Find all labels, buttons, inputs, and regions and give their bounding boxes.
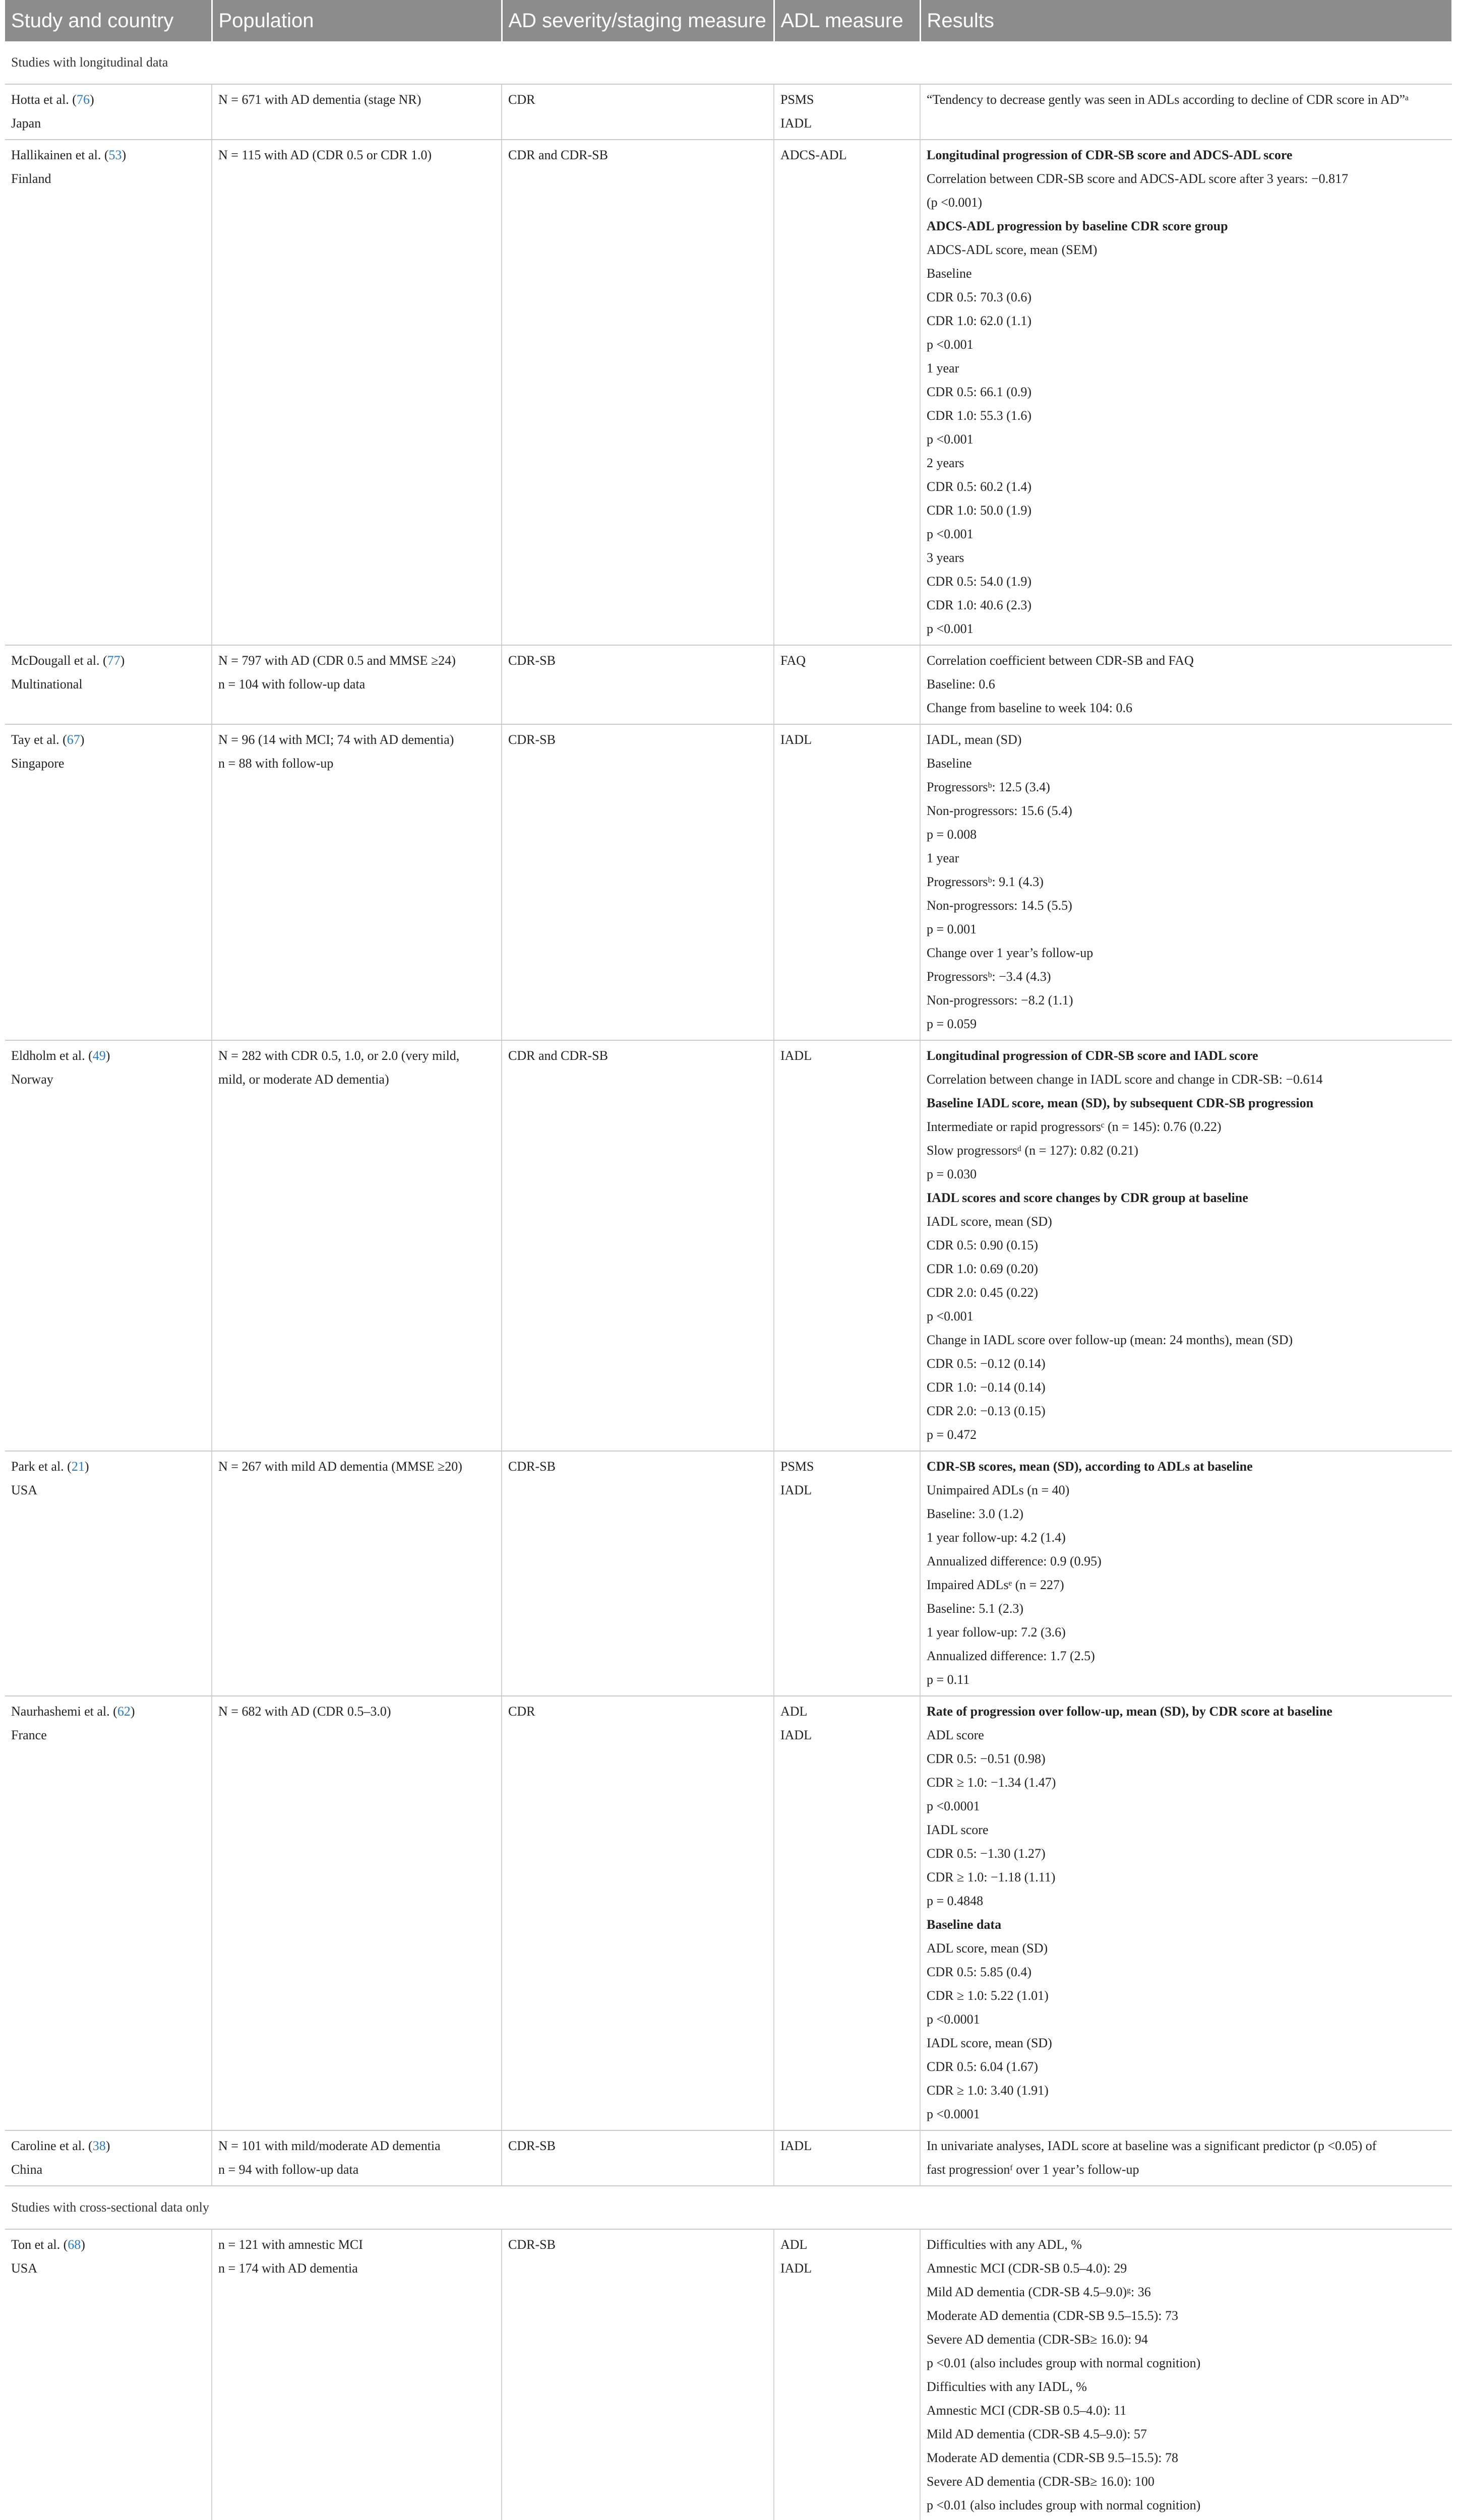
population-cell — [212, 2229, 502, 2520]
header-adl: ADL measure — [774, 0, 920, 41]
study-cell — [5, 84, 212, 140]
population-line: N = 682 with AD (CDR 0.5–3.0) — [218, 1704, 391, 1719]
study-paren: ) — [81, 2237, 85, 2252]
study-paren: ) — [130, 1704, 135, 1719]
population-cell — [212, 724, 502, 1040]
study-paren: ) — [122, 148, 127, 162]
table-row — [5, 724, 1452, 1040]
population-line: mild, or moderate AD dementia) — [218, 1072, 389, 1087]
result-line: IADL score — [927, 1822, 989, 1837]
population-line: N = 797 with AD (CDR 0.5 and MMSE ≥24) — [218, 653, 456, 668]
section-title: Studies with cross-sectional data only — [5, 2186, 1452, 2229]
result-line: (p <0.001) — [927, 195, 982, 210]
section-title: Studies with longitudinal data — [5, 41, 1452, 84]
severity-measure: CDR-SB — [508, 1459, 556, 1474]
result-line: Baseline — [927, 756, 972, 771]
severity-measure: CDR-SB — [508, 732, 556, 747]
study-author: McDougall et al. ( — [11, 653, 107, 668]
study-name — [11, 649, 205, 672]
result-line: CDR 0.5: 70.3 (0.6) — [927, 290, 1031, 304]
result-line: ADL score — [927, 1728, 984, 1742]
reference-link[interactable]: 53 — [108, 148, 122, 162]
result-line: CDR ≥ 1.0: −1.18 (1.11) — [927, 1870, 1056, 1884]
results-cell — [920, 1040, 1452, 1451]
results-cell — [920, 84, 1452, 140]
result-line: In univariate analyses, IADL score at baseline was a significant predictor (p <0.05) of — [927, 2138, 1377, 2153]
study-cell — [5, 2130, 212, 2186]
section-row — [5, 41, 1452, 84]
adl-measure: IADL — [780, 1048, 812, 1063]
result-line: p <0.001 — [927, 1309, 974, 1324]
table-container — [5, 0, 1452, 2520]
result-line: p <0.001 — [927, 621, 974, 636]
reference-link[interactable]: 76 — [76, 92, 90, 107]
study-paren: ) — [80, 732, 85, 747]
result-line: CDR 2.0: −0.13 (0.15) — [927, 1404, 1046, 1418]
result-line: Annualized difference: 1.7 (2.5) — [927, 1649, 1095, 1663]
adl-measure: IADL — [780, 2261, 812, 2276]
adl-measure: IADL — [780, 732, 812, 747]
population-line: N = 671 with AD dementia (stage NR) — [218, 92, 421, 107]
study-paren: ) — [105, 2138, 110, 2153]
result-line: CDR 0.5: 6.04 (1.67) — [927, 2059, 1038, 2074]
result-line: Slow progressorsᵈ (n = 127): 0.82 (0.21) — [927, 1143, 1138, 1158]
result-line: CDR ≥ 1.0: −1.34 (1.47) — [927, 1775, 1056, 1790]
study-country: Japan — [11, 116, 41, 131]
result-line: p <0.001 — [927, 432, 974, 447]
results-table — [5, 0, 1453, 2520]
population-cell — [212, 84, 502, 140]
result-line: CDR 0.5: 5.85 (0.4) — [927, 1965, 1031, 1979]
study-name — [11, 1455, 205, 1478]
study-name — [11, 88, 205, 111]
adl-cell — [774, 2229, 920, 2520]
adl-cell — [774, 84, 920, 140]
severity-cell — [502, 140, 774, 645]
result-heading: Longitudinal progression of CDR-SB score and IADL score — [927, 1048, 1258, 1063]
severity-measure: CDR-SB — [508, 2237, 556, 2252]
study-author: Tay et al. ( — [11, 732, 67, 747]
population-line: n = 174 with AD dementia — [218, 2261, 358, 2276]
table-row — [5, 1040, 1452, 1451]
result-heading: IADL scores and score changes by CDR group at baseline — [927, 1190, 1248, 1205]
study-cell — [5, 1451, 212, 1696]
severity-cell — [502, 1451, 774, 1696]
adl-measure: ADL — [780, 2237, 808, 2252]
result-line: p <0.0001 — [927, 1799, 980, 1813]
result-line: Baseline: 5.1 (2.3) — [927, 1601, 1024, 1616]
study-country: USA — [11, 2261, 38, 2276]
population-line: N = 101 with mild/moderate AD dementia — [218, 2138, 441, 2153]
study-name — [11, 1699, 205, 1723]
reference-link[interactable]: 49 — [92, 1048, 106, 1063]
adl-cell — [774, 645, 920, 724]
table-header-row — [5, 0, 1452, 41]
result-line: p <0.001 — [927, 527, 974, 541]
results-cell — [920, 645, 1452, 724]
population-line: n = 104 with follow-up data — [218, 677, 366, 691]
result-line: Moderate AD dementia (CDR-SB 9.5–15.5): 78 — [927, 2450, 1178, 2465]
result-heading: ADCS-ADL progression by baseline CDR score group — [927, 219, 1228, 233]
population-line: N = 96 (14 with MCI; 74 with AD dementia) — [218, 732, 454, 747]
study-name — [11, 2233, 205, 2256]
result-line: Intermediate or rapid progressorsᶜ (n = 145): 0.76 (0.22) — [927, 1119, 1222, 1134]
result-line: Annualized difference: 0.9 (0.95) — [927, 1554, 1102, 1568]
result-line: IADL score, mean (SD) — [927, 2036, 1052, 2050]
adl-cell — [774, 140, 920, 645]
section-row — [5, 2186, 1452, 2229]
population-line: n = 94 with follow-up data — [218, 2162, 359, 2177]
results-cell — [920, 724, 1452, 1040]
result-heading: Baseline IADL score, mean (SD), by subsequent CDR-SB progression — [927, 1096, 1314, 1110]
adl-cell — [774, 1040, 920, 1451]
result-line: 2 years — [927, 456, 964, 470]
result-line: 1 year follow-up: 7.2 (3.6) — [927, 1625, 1066, 1640]
result-line: Correlation coefficient between CDR-SB and FAQ — [927, 653, 1194, 668]
population-line: n = 88 with follow-up — [218, 756, 334, 771]
result-line: fast progressionᶠ over 1 year’s follow-up — [927, 2162, 1139, 2177]
result-line: Baseline: 0.6 — [927, 677, 995, 691]
result-line: CDR 1.0: 40.6 (2.3) — [927, 598, 1031, 612]
result-line: CDR 0.5: 54.0 (1.9) — [927, 574, 1031, 589]
result-line: p = 0.11 — [927, 1672, 970, 1687]
study-author: Eldholm et al. ( — [11, 1048, 93, 1063]
population-line: N = 282 with CDR 0.5, 1.0, or 2.0 (very mild, — [218, 1048, 460, 1063]
table-row — [5, 1696, 1452, 2130]
result-line: Difficulties with any ADL, % — [927, 2237, 1082, 2252]
result-line: Baseline — [927, 266, 972, 281]
result-line: 3 years — [927, 550, 964, 565]
reference-link[interactable]: 21 — [71, 1459, 85, 1474]
study-author: Naurhashemi et al. ( — [11, 1704, 117, 1719]
result-line: p = 0.001 — [927, 922, 977, 936]
result-line: Change over 1 year’s follow-up — [927, 946, 1094, 960]
study-name — [11, 1044, 205, 1067]
study-paren: ) — [120, 653, 125, 668]
study-cell — [5, 645, 212, 724]
result-line: Non-progressors: −8.2 (1.1) — [927, 993, 1073, 1007]
study-cell — [5, 1696, 212, 2130]
population-line: n = 121 with amnestic MCI — [218, 2237, 363, 2252]
result-line: CDR 1.0: 55.3 (1.6) — [927, 408, 1031, 423]
severity-cell — [502, 2229, 774, 2520]
study-author: Hotta et al. ( — [11, 92, 77, 107]
result-line: Progressorsᵇ: 9.1 (4.3) — [927, 874, 1044, 889]
study-paren: ) — [89, 92, 94, 107]
study-country: Multinational — [11, 677, 83, 691]
population-cell — [212, 645, 502, 724]
adl-measure: PSMS — [780, 92, 814, 107]
result-line: p <0.0001 — [927, 2012, 980, 2027]
severity-cell — [502, 645, 774, 724]
result-line: p = 0.059 — [927, 1017, 977, 1031]
result-heading: Rate of progression over follow-up, mean (SD), by CDR score at baseline — [927, 1704, 1332, 1719]
study-country: USA — [11, 1483, 38, 1497]
adl-cell — [774, 1696, 920, 2130]
table-row — [5, 140, 1452, 645]
study-cell — [5, 724, 212, 1040]
adl-measure: ADL — [780, 1704, 808, 1719]
result-line: 1 year — [927, 361, 959, 375]
study-author: Park et al. ( — [11, 1459, 72, 1474]
result-line: Mild AD dementia (CDR-SB 4.5–9.0): 57 — [927, 2427, 1147, 2441]
results-cell — [920, 2130, 1452, 2186]
results-cell — [920, 140, 1452, 645]
result-line: IADL, mean (SD) — [927, 732, 1022, 747]
result-line: Progressorsᵇ: −3.4 (4.3) — [927, 969, 1051, 984]
severity-measure: CDR-SB — [508, 2138, 556, 2153]
study-country: France — [11, 1728, 47, 1742]
adl-cell — [774, 2130, 920, 2186]
population-line: N = 267 with mild AD dementia (MMSE ≥20) — [218, 1459, 462, 1474]
table-row — [5, 2130, 1452, 2186]
result-line: p <0.0001 — [927, 2107, 980, 2121]
result-line: Amnestic MCI (CDR-SB 0.5–4.0): 29 — [927, 2261, 1127, 2276]
results-cell — [920, 1696, 1452, 2130]
severity-measure: CDR and CDR-SB — [508, 1048, 608, 1063]
result-line: CDR 1.0: −0.14 (0.14) — [927, 1380, 1046, 1395]
result-line: Change in IADL score over follow-up (mean: 24 months), mean (SD) — [927, 1333, 1293, 1347]
population-cell — [212, 140, 502, 645]
table-row — [5, 84, 1452, 140]
result-line: Severe AD dementia (CDR-SB≥ 16.0): 94 — [927, 2332, 1148, 2347]
study-paren: ) — [84, 1459, 89, 1474]
header-population: Population — [212, 0, 502, 41]
result-line: ADCS-ADL score, mean (SEM) — [927, 242, 1098, 257]
result-line: p <0.01 (also includes group with normal cognition) — [927, 2498, 1201, 2512]
result-heading: Baseline data — [927, 1917, 1002, 1932]
result-line: Unimpaired ADLs (n = 40) — [927, 1483, 1070, 1497]
study-cell — [5, 140, 212, 645]
result-line: CDR 2.0: 0.45 (0.22) — [927, 1285, 1038, 1300]
adl-measure: IADL — [780, 2138, 812, 2153]
result-line: Moderate AD dementia (CDR-SB 9.5–15.5): 73 — [927, 2308, 1178, 2323]
result-line: Impaired ADLsᵉ (n = 227) — [927, 1578, 1064, 1592]
header-results: Results — [920, 0, 1452, 41]
population-line: N = 115 with AD (CDR 0.5 or CDR 1.0) — [218, 148, 432, 162]
reference-link[interactable]: 77 — [107, 653, 120, 668]
severity-cell — [502, 84, 774, 140]
adl-cell — [774, 724, 920, 1040]
study-author: Caroline et al. ( — [11, 2138, 93, 2153]
result-line: p <0.01 (also includes group with normal cognition) — [927, 2356, 1201, 2370]
result-line: CDR 0.5: 0.90 (0.15) — [927, 1238, 1038, 1252]
population-cell — [212, 2130, 502, 2186]
result-line: CDR 0.5: −0.12 (0.14) — [927, 1356, 1046, 1371]
adl-measure: IADL — [780, 1728, 812, 1742]
result-line: p = 0.008 — [927, 827, 977, 842]
adl-measure: FAQ — [780, 653, 806, 668]
result-line: 1 year — [927, 851, 959, 865]
study-author: Hallikainen et al. ( — [11, 148, 109, 162]
study-country: Singapore — [11, 756, 65, 771]
reference-link[interactable]: 68 — [68, 2237, 81, 2252]
result-heading: Longitudinal progression of CDR-SB score and ADCS-ADL score — [927, 148, 1293, 162]
study-name — [11, 2134, 205, 2158]
adl-measure: IADL — [780, 116, 812, 131]
result-line: Non-progressors: 15.6 (5.4) — [927, 803, 1072, 818]
result-line: IADL score, mean (SD) — [927, 1214, 1052, 1229]
header-study: Study and country — [5, 0, 212, 41]
severity-cell — [502, 2130, 774, 2186]
reference-link[interactable]: 62 — [117, 1704, 131, 1719]
study-name — [11, 143, 205, 167]
study-name — [11, 728, 205, 751]
table-row — [5, 1451, 1452, 1696]
severity-cell — [502, 724, 774, 1040]
adl-cell — [774, 1451, 920, 1696]
adl-measure: PSMS — [780, 1459, 814, 1474]
study-country: Norway — [11, 1072, 53, 1087]
result-line: CDR 0.5: 60.2 (1.4) — [927, 479, 1031, 494]
population-cell — [212, 1040, 502, 1451]
result-line: Correlation between change in IADL score and change in CDR-SB: −0.614 — [927, 1072, 1323, 1087]
result-line: CDR 0.5: −0.51 (0.98) — [927, 1751, 1046, 1766]
study-country: China — [11, 2162, 43, 2177]
result-line: Correlation between CDR-SB score and ADCS-ADL score after 3 years: −0.817 — [927, 171, 1349, 186]
result-line: 1 year follow-up: 4.2 (1.4) — [927, 1530, 1066, 1545]
results-cell — [920, 2229, 1452, 2520]
result-line: ADL score, mean (SD) — [927, 1941, 1048, 1956]
population-cell — [212, 1451, 502, 1696]
result-line: CDR ≥ 1.0: 5.22 (1.01) — [927, 1988, 1049, 2003]
table-row — [5, 2229, 1452, 2520]
severity-measure: CDR-SB — [508, 653, 556, 668]
result-line: CDR ≥ 1.0: 3.40 (1.91) — [927, 2083, 1049, 2098]
severity-cell — [502, 1040, 774, 1451]
result-line: CDR 0.5: 66.1 (0.9) — [927, 385, 1031, 399]
table-row — [5, 645, 1452, 724]
study-paren: ) — [105, 1048, 110, 1063]
result-line: CDR 1.0: 50.0 (1.9) — [927, 503, 1031, 518]
severity-measure: CDR and CDR-SB — [508, 148, 608, 162]
severity-cell — [502, 1696, 774, 2130]
reference-link[interactable]: 67 — [67, 732, 80, 747]
study-country: Finland — [11, 171, 51, 186]
result-line: CDR 1.0: 0.69 (0.20) — [927, 1262, 1038, 1276]
results-cell — [920, 1451, 1452, 1696]
result-line: Progressorsᵇ: 12.5 (3.4) — [927, 780, 1050, 794]
adl-measure: IADL — [780, 1483, 812, 1497]
reference-link[interactable]: 38 — [92, 2138, 106, 2153]
study-cell — [5, 2229, 212, 2520]
result-line: CDR 1.0: 62.0 (1.1) — [927, 313, 1031, 328]
adl-measure: ADCS-ADL — [780, 148, 847, 162]
result-line: Difficulties with any IADL, % — [927, 2379, 1087, 2394]
severity-measure: CDR — [508, 92, 535, 107]
population-cell — [212, 1696, 502, 2130]
result-line: Change from baseline to week 104: 0.6 — [927, 701, 1132, 715]
study-cell — [5, 1040, 212, 1451]
result-line: p <0.001 — [927, 337, 974, 352]
result-line: Mild AD dementia (CDR-SB 4.5–9.0)ᵍ: 36 — [927, 2285, 1151, 2299]
result-line: Amnestic MCI (CDR-SB 0.5–4.0): 11 — [927, 2403, 1127, 2418]
result-line: “Tendency to decrease gently was seen in ADLs according to decline of CDR score in AD”ᵃ — [927, 92, 1409, 107]
result-line: CDR 0.5: −1.30 (1.27) — [927, 1846, 1046, 1861]
severity-measure: CDR — [508, 1704, 535, 1719]
result-line: p = 0.472 — [927, 1427, 977, 1442]
result-line: p = 0.030 — [927, 1167, 977, 1181]
study-author: Ton et al. ( — [11, 2237, 68, 2252]
result-line: p = 0.4848 — [927, 1894, 984, 1908]
result-line: Severe AD dementia (CDR-SB≥ 16.0): 100 — [927, 2474, 1155, 2489]
result-heading: CDR-SB scores, mean (SD), according to ADLs at baseline — [927, 1459, 1253, 1474]
result-line: Baseline: 3.0 (1.2) — [927, 1506, 1024, 1521]
table-body — [5, 41, 1452, 2520]
result-line: Non-progressors: 14.5 (5.5) — [927, 898, 1072, 913]
header-severity: AD severity/staging measure — [502, 0, 774, 41]
